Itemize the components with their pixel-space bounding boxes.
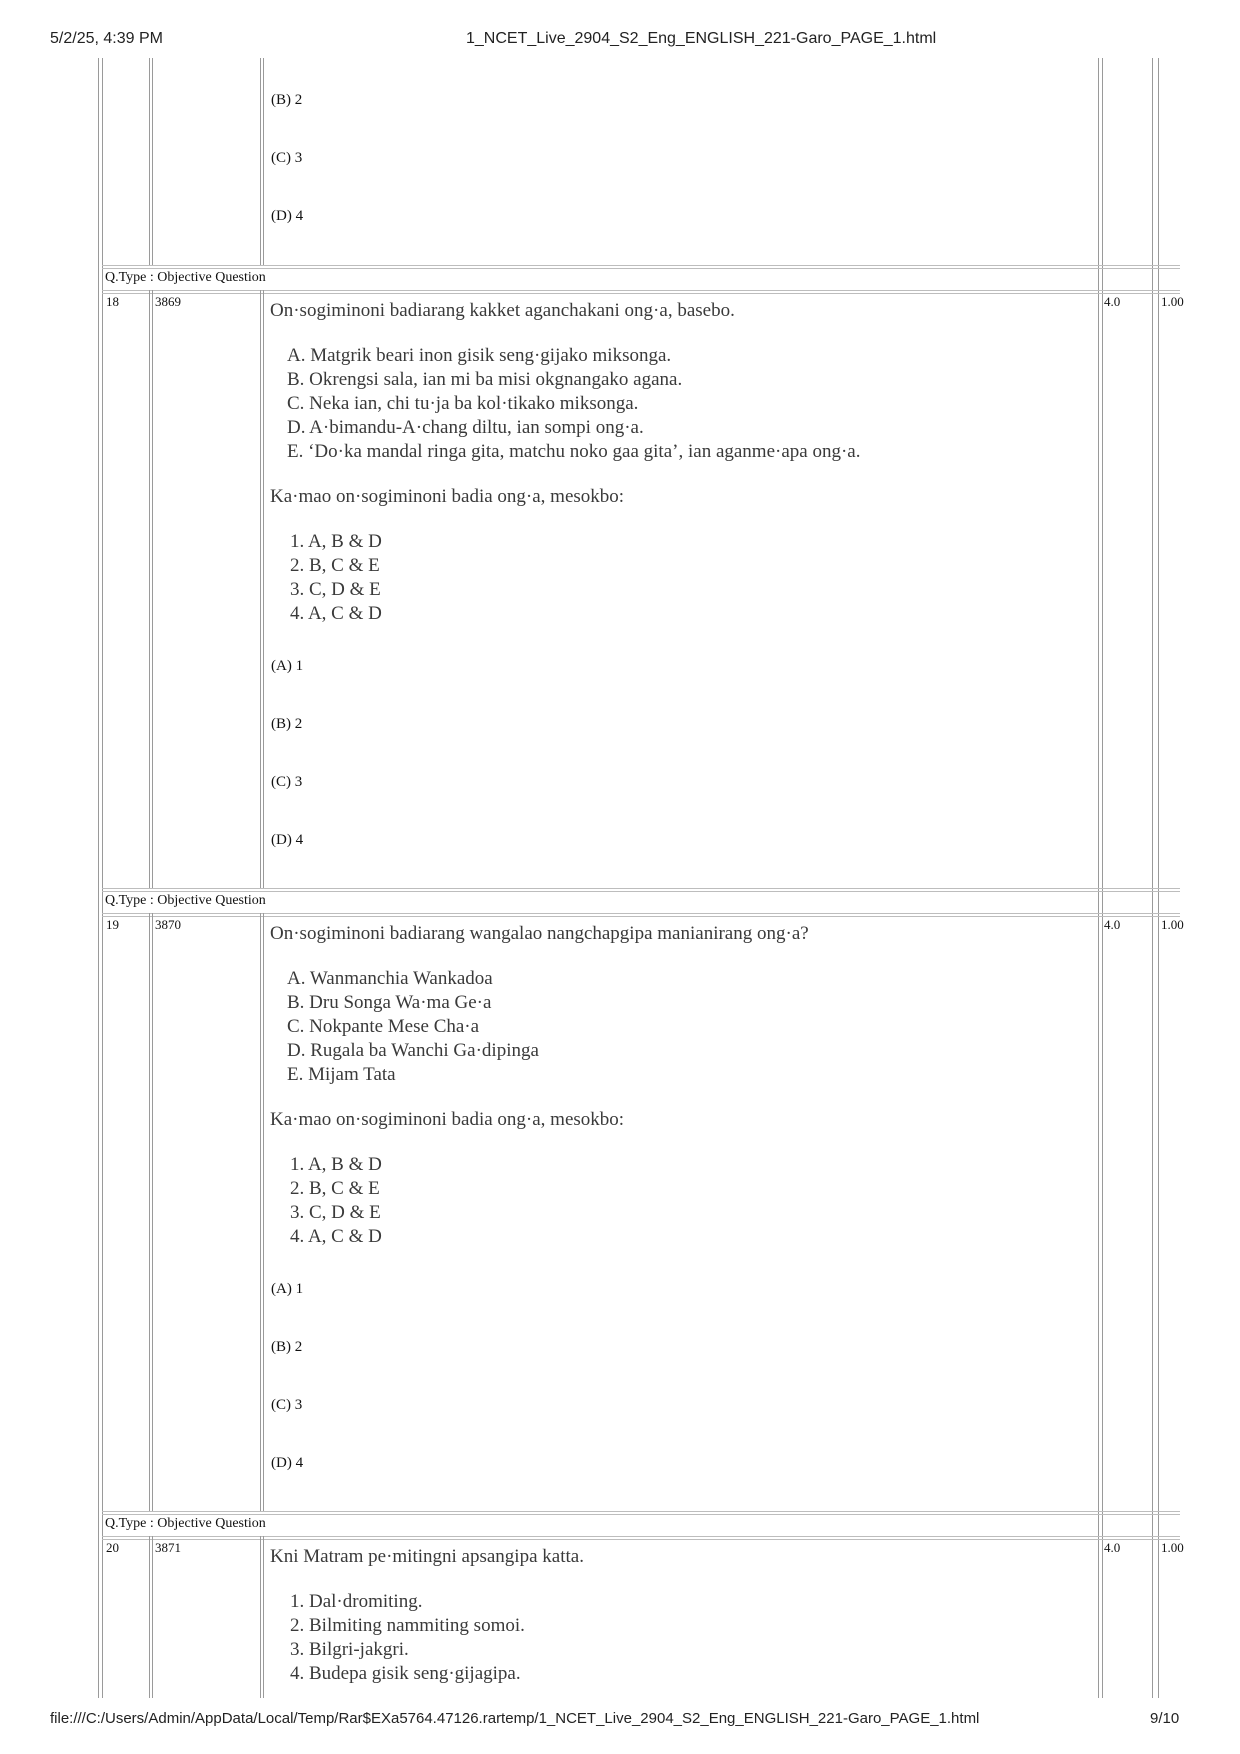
option-d: (D) 4 (271, 832, 304, 848)
statement-item: D. Rugala ba Wanchi Ga·dipinga (287, 1040, 539, 1061)
question-text: On·sogiminoni badiarang kakket aganchakani ong·a, basebo. (270, 300, 735, 321)
option-a: (A) 1 (271, 1281, 304, 1297)
statement-item: E. ‘Do·ka mandal ringa gita, matchu noko gaa gita’, ian aganme·apa ong·a. (287, 441, 861, 462)
statement-item: C. Nokpante Mese Cha·a (287, 1016, 480, 1037)
statement-item: C. Neka ian, chi tu·ja ba kol·tikako miksonga. (287, 393, 639, 414)
choice-item: 4. A, C & D (290, 603, 382, 624)
qtype-label: Q.Type : Objective Question (105, 270, 266, 285)
question-id: 3869 (155, 294, 181, 309)
option-b: (B) 2 (271, 716, 303, 732)
statement-item: E. Mijam Tata (287, 1064, 396, 1085)
qtype-label: Q.Type : Objective Question (105, 893, 266, 908)
statement-item: A. Wanmanchia Wankadoa (287, 968, 493, 989)
question-text: Kni Matram pe·mitingni apsangipa katta. (270, 1546, 584, 1567)
question-negative-marks: 1.00 (1161, 917, 1184, 932)
choice-item: 1. A, B & D (290, 1154, 382, 1175)
question-prompt: Ka·mao on·sogiminoni badia ong·a, mesokbo: (270, 486, 625, 507)
choice-item: 1. Dal·dromiting. (290, 1591, 423, 1612)
question-number: 20 (106, 1540, 119, 1555)
option-c: (C) 3 (271, 150, 303, 166)
print-file-path: file:///C:/Users/Admin/AppData/Local/Temp/Rar$EXa5764.47126.rartemp/1_NCET_Live_2904_S2_Eng_ENGLISH_221-Garo_PAGE_1.html (50, 1710, 980, 1727)
choice-item: 4. A, C & D (290, 1226, 382, 1247)
choice-item: 2. Bilmiting nammiting somoi. (290, 1615, 525, 1636)
statement-item: D. A·bimandu-A·chang diltu, ian sompi ong·a. (287, 417, 644, 438)
statement-item: A. Matgrik beari inon gisik seng·gijako miksonga. (287, 345, 672, 366)
question-number: 18 (106, 294, 119, 309)
choice-item: 3. Bilgri-jakgri. (290, 1639, 409, 1660)
print-datetime: 5/2/25, 4:39 PM (50, 30, 163, 47)
option-d: (D) 4 (271, 1455, 304, 1471)
question-negative-marks: 1.00 (1161, 294, 1184, 309)
choice-item: 3. C, D & E (290, 579, 381, 600)
question-text: On·sogiminoni badiarang wangalao nangchapgipa manianirang ong·a? (270, 923, 809, 944)
print-doc-title: 1_NCET_Live_2904_S2_Eng_ENGLISH_221-Garo_PAGE_1.html (466, 30, 937, 47)
question-marks: 4.0 (1104, 917, 1121, 932)
choice-item: 4. Budepa gisik seng·gijagipa. (290, 1663, 521, 1684)
question-negative-marks: 1.00 (1161, 1540, 1184, 1555)
question-id: 3871 (155, 1540, 181, 1555)
question-id: 3870 (155, 917, 181, 932)
print-page-number: 9/10 (1150, 1710, 1180, 1727)
choice-item: 1. A, B & D (290, 531, 382, 552)
statement-item: B. Dru Songa Wa·ma Ge·a (287, 992, 492, 1013)
option-b: (B) 2 (271, 92, 303, 108)
statement-item: B. Okrengsi sala, ian mi ba misi okgnangako agana. (287, 369, 683, 390)
question-number: 19 (106, 917, 119, 932)
option-a: (A) 1 (271, 658, 304, 674)
question-prompt: Ka·mao on·sogiminoni badia ong·a, mesokbo: (270, 1109, 625, 1130)
qtype-label: Q.Type : Objective Question (105, 1516, 266, 1531)
option-d: (D) 4 (271, 208, 304, 224)
question-marks: 4.0 (1104, 294, 1121, 309)
option-c: (C) 3 (271, 1397, 303, 1413)
option-b: (B) 2 (271, 1339, 303, 1355)
question-marks: 4.0 (1104, 1540, 1121, 1555)
choice-item: 3. C, D & E (290, 1202, 381, 1223)
choice-item: 2. B, C & E (290, 555, 380, 576)
choice-item: 2. B, C & E (290, 1178, 380, 1199)
option-c: (C) 3 (271, 774, 303, 790)
